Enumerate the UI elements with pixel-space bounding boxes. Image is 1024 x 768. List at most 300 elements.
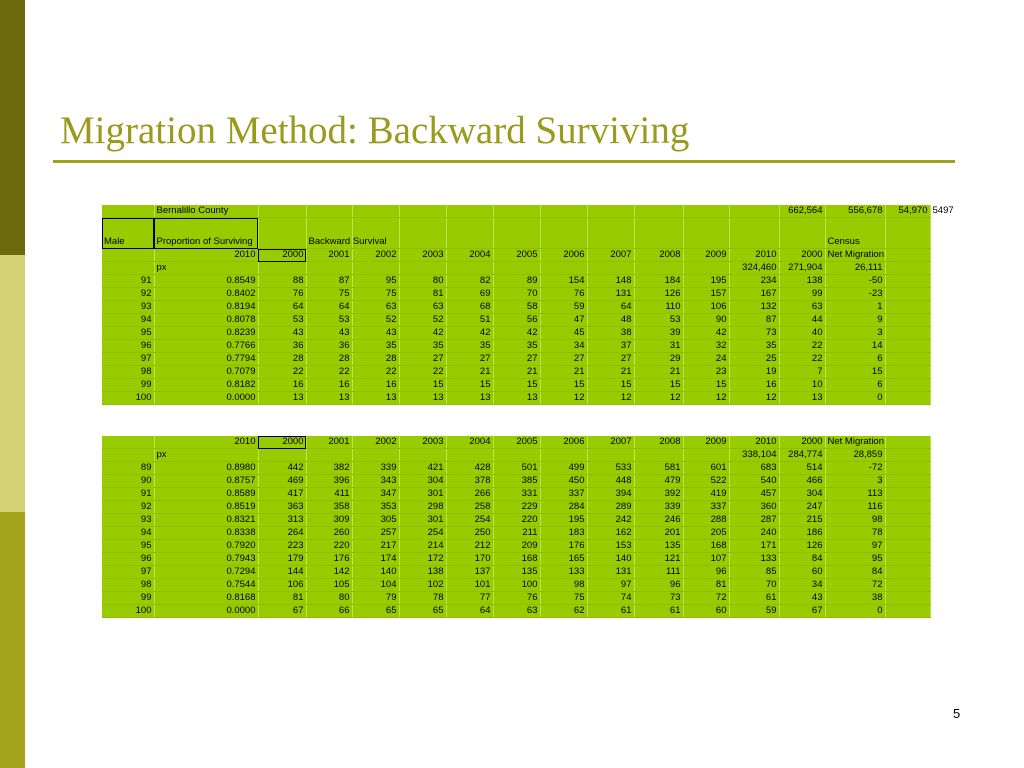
table-cell: 54,970 (885, 205, 930, 218)
table-cell: 105 (306, 579, 352, 592)
table-cell: 167 (729, 288, 779, 301)
table-cell: 21 (587, 366, 634, 379)
table-cell: 22 (779, 340, 825, 353)
table-cell: 421 (399, 462, 446, 475)
table-cell: 84 (779, 553, 825, 566)
table-cell: 15 (634, 379, 683, 392)
table-cell: 76 (258, 288, 306, 301)
table-cell: 2003 (399, 436, 446, 449)
table-cell: 2010 (729, 249, 779, 262)
table-cell: 116 (825, 501, 885, 514)
table-cell: 80 (399, 275, 446, 288)
table-cell: 457 (729, 488, 779, 501)
table-cell: 13 (493, 392, 540, 405)
table-cell: 360 (729, 501, 779, 514)
table-cell: 35 (399, 340, 446, 353)
table-cell: -50 (825, 275, 885, 288)
table-cell: 28,859 (825, 449, 885, 462)
table-cell: 35 (729, 340, 779, 353)
table-cell: 99 (102, 592, 154, 605)
table-cell: 66 (306, 605, 352, 618)
table-cell: 91 (102, 275, 154, 288)
table-row (102, 449, 930, 462)
table-cell: 304 (779, 488, 825, 501)
table-cell: 97 (587, 579, 634, 592)
table-cell: 683 (729, 462, 779, 475)
table-cell: 174 (352, 553, 399, 566)
table-cell: Bernalillo County (154, 205, 258, 218)
table-cell: 35 (493, 340, 540, 353)
table-cell: 87 (729, 314, 779, 327)
table-cell (683, 218, 729, 249)
table-cell: 80 (306, 592, 352, 605)
table-cell: 353 (352, 501, 399, 514)
table-cell: 138 (779, 275, 825, 288)
table-cell: 2002 (352, 436, 399, 449)
table-cell: 97 (102, 353, 154, 366)
table-cell: 19 (729, 366, 779, 379)
table-cell: 28 (306, 353, 352, 366)
table-cell (885, 592, 930, 605)
table-cell: Male (102, 218, 154, 249)
table-cell: 93 (102, 514, 154, 527)
table-cell (587, 449, 634, 462)
table-cell: 0.7079 (154, 366, 258, 379)
table-cell (634, 262, 683, 275)
table-cell: 0.8078 (154, 314, 258, 327)
table-cell: 126 (779, 540, 825, 553)
table-cell: 0.7766 (154, 340, 258, 353)
table-cell: 176 (540, 540, 587, 553)
table-cell (885, 249, 930, 262)
table-cell: 64 (446, 605, 493, 618)
table-cell: 12 (634, 392, 683, 405)
table-cell: 88 (258, 275, 306, 288)
table-cell: 113 (825, 488, 885, 501)
table-cell (306, 205, 352, 218)
table-cell: 95 (102, 540, 154, 553)
table-cell: 540 (729, 475, 779, 488)
table-cell (258, 205, 306, 218)
table-cell: 240 (729, 527, 779, 540)
table-cell: 100 (102, 392, 154, 405)
table-cell: 61 (729, 592, 779, 605)
table-cell: 65 (399, 605, 446, 618)
table-cell: 22 (306, 366, 352, 379)
table-cell: 2007 (587, 249, 634, 262)
table-cell: 499 (540, 462, 587, 475)
table-cell: 170 (446, 553, 493, 566)
table-cell: 92 (102, 501, 154, 514)
table-cell: 91 (102, 488, 154, 501)
table-cell: 254 (446, 514, 493, 527)
table-cell: 201 (634, 527, 683, 540)
table-cell (885, 488, 930, 501)
table-cell: Net Migration (825, 436, 885, 449)
table-cell: 72 (825, 579, 885, 592)
table-cell: 52 (352, 314, 399, 327)
table-cell: 2000 (258, 249, 306, 262)
table-cell: 171 (729, 540, 779, 553)
table-cell (885, 262, 930, 275)
table-cell: 2004 (446, 436, 493, 449)
table-cell: 258 (446, 501, 493, 514)
table-cell: 220 (306, 540, 352, 553)
table-row (102, 592, 930, 605)
table-cell: 229 (493, 501, 540, 514)
table-cell: 13 (399, 392, 446, 405)
table-cell: 29 (634, 353, 683, 366)
table-cell: 2008 (634, 436, 683, 449)
table-cell: 64 (258, 301, 306, 314)
table-cell (102, 262, 154, 275)
table-cell: 104 (352, 579, 399, 592)
table-cell (102, 449, 154, 462)
table-cell: 13 (446, 392, 493, 405)
table-cell: 522 (683, 475, 729, 488)
table-cell: 72 (683, 592, 729, 605)
table-cell: 2010 (154, 249, 258, 262)
table-cell (540, 218, 587, 249)
table-cell (399, 449, 446, 462)
table-cell: 271,904 (779, 262, 825, 275)
table-cell: 67 (258, 605, 306, 618)
table-cell: 32 (683, 340, 729, 353)
table-cell (399, 218, 446, 249)
table-cell (885, 605, 930, 618)
table-cell: 81 (683, 579, 729, 592)
table-cell: 514 (779, 462, 825, 475)
table-cell: 60 (779, 566, 825, 579)
table-cell: 43 (779, 592, 825, 605)
table-cell: 466 (779, 475, 825, 488)
table-cell: 21 (540, 366, 587, 379)
table-cell: 309 (306, 514, 352, 527)
accent-bar-top (0, 0, 25, 255)
table-cell: 6 (825, 379, 885, 392)
table-cell: 2001 (306, 249, 352, 262)
table-cell (446, 205, 493, 218)
table-cell: 98 (540, 579, 587, 592)
table-cell: 0.7544 (154, 579, 258, 592)
table-cell: 43 (352, 327, 399, 340)
table-cell: 0.7294 (154, 566, 258, 579)
table-cell: 385 (493, 475, 540, 488)
table-cell (587, 218, 634, 249)
table-cell: 247 (779, 501, 825, 514)
table-cell: 217 (352, 540, 399, 553)
table-cell: 81 (399, 288, 446, 301)
table-cell: 24 (683, 353, 729, 366)
table-cell: 313 (258, 514, 306, 527)
table-cell (885, 366, 930, 379)
table-cell: 78 (399, 592, 446, 605)
table-cell (540, 449, 587, 462)
page-number: 5 (953, 706, 961, 721)
table-cell: 75 (352, 288, 399, 301)
table-cell: 77 (446, 592, 493, 605)
table-cell: 153 (587, 540, 634, 553)
table-cell: 396 (306, 475, 352, 488)
table-cell: 2007 (587, 436, 634, 449)
table-cell: 22 (352, 366, 399, 379)
table-cell: 0.0000 (154, 392, 258, 405)
table-cell (885, 353, 930, 366)
table-cell: 61 (587, 605, 634, 618)
table-cell: 501 (493, 462, 540, 475)
table-cell: 469 (258, 475, 306, 488)
table-cell: 0.8549 (154, 275, 258, 288)
table-cell: 304 (399, 475, 446, 488)
table-cell: 23 (683, 366, 729, 379)
table-cell: 419 (683, 488, 729, 501)
table-row (102, 314, 930, 327)
table-cell: 2005 (493, 249, 540, 262)
table-cell: 27 (399, 353, 446, 366)
table-cell: 53 (306, 314, 352, 327)
table-cell: 183 (540, 527, 587, 540)
table-row (102, 218, 930, 249)
table-cell: 12 (587, 392, 634, 405)
table-cell: 73 (634, 592, 683, 605)
table-cell: 133 (729, 553, 779, 566)
table-cell: 75 (306, 288, 352, 301)
table-cell: 392 (634, 488, 683, 501)
table-cell (352, 449, 399, 462)
table-row (102, 379, 930, 392)
table-cell: 67 (779, 605, 825, 618)
table-cell: 0.8194 (154, 301, 258, 314)
table-cell: 0.8519 (154, 501, 258, 514)
table-cell: 79 (352, 592, 399, 605)
table-cell (493, 449, 540, 462)
table-cell: 140 (587, 553, 634, 566)
table-cell: 22 (399, 366, 446, 379)
table-cell (634, 205, 683, 218)
accent-bar-bottom (0, 512, 25, 768)
table-cell: 15 (825, 366, 885, 379)
table-row (102, 249, 930, 262)
table-cell: 378 (446, 475, 493, 488)
table-cell: 96 (102, 340, 154, 353)
table-cell: 131 (587, 566, 634, 579)
table-cell: 0.8980 (154, 462, 258, 475)
table-cell (540, 262, 587, 275)
table-cell: 99 (102, 379, 154, 392)
table-cell: 0.8402 (154, 288, 258, 301)
table-cell: 363 (258, 501, 306, 514)
table-row (102, 501, 930, 514)
table-cell: 15 (399, 379, 446, 392)
table-cell: 43 (306, 327, 352, 340)
table-cell: 215 (779, 514, 825, 527)
table-cell: 106 (683, 301, 729, 314)
accent-bar-middle (0, 255, 25, 512)
table-cell: 2000 (779, 436, 825, 449)
table-cell: 287 (729, 514, 779, 527)
table-cell: 212 (446, 540, 493, 553)
table-row (102, 436, 930, 449)
table-cell (493, 205, 540, 218)
table-cell: 21 (446, 366, 493, 379)
table-cell: 1 (825, 301, 885, 314)
table-cell: 3 (825, 327, 885, 340)
table-cell (634, 218, 683, 249)
table-cell: 135 (493, 566, 540, 579)
table-cell: 39 (634, 327, 683, 340)
table-cell: -23 (825, 288, 885, 301)
table-cell: 96 (634, 579, 683, 592)
table-cell: 162 (587, 527, 634, 540)
table-cell (885, 340, 930, 353)
table-cell: 21 (634, 366, 683, 379)
table-cell: 68 (446, 301, 493, 314)
table-cell: 324,460 (729, 262, 779, 275)
title-rule (53, 160, 955, 163)
table-cell: 121 (634, 553, 683, 566)
table-cell: 6 (825, 353, 885, 366)
table-cell (102, 436, 154, 449)
table-cell: 165 (540, 553, 587, 566)
table-cell: 42 (493, 327, 540, 340)
table-cell: 10 (779, 379, 825, 392)
table-cell: 254 (399, 527, 446, 540)
table-cell: 59 (540, 301, 587, 314)
table-cell: 2006 (540, 249, 587, 262)
table-cell: 111 (634, 566, 683, 579)
table-cell: 195 (540, 514, 587, 527)
table-row (102, 262, 930, 275)
table-cell (306, 262, 352, 275)
table-cell: 101 (446, 579, 493, 592)
table-cell: 195 (683, 275, 729, 288)
table-cell: 343 (352, 475, 399, 488)
table-cell (102, 205, 154, 218)
table-cell (885, 501, 930, 514)
table-cell (885, 566, 930, 579)
table-cell: 533 (587, 462, 634, 475)
table-cell: 186 (779, 527, 825, 540)
table-cell: 2009 (683, 436, 729, 449)
table-cell: 26,111 (825, 262, 885, 275)
table-cell: 110 (634, 301, 683, 314)
table-cell: Census (825, 218, 885, 249)
table-cell: 301 (399, 488, 446, 501)
table-cell: 15 (540, 379, 587, 392)
table-cell: 339 (634, 501, 683, 514)
table-cell: 42 (683, 327, 729, 340)
table-cell: 301 (399, 514, 446, 527)
table-cell: 0.8321 (154, 514, 258, 527)
male-survival-table-1 (102, 205, 954, 405)
table-cell: 428 (446, 462, 493, 475)
table-cell: 56 (493, 314, 540, 327)
table-cell (885, 301, 930, 314)
table-cell: 45 (540, 327, 587, 340)
table-cell: 27 (540, 353, 587, 366)
table-cell: 90 (683, 314, 729, 327)
table-cell: 184 (634, 275, 683, 288)
table-cell: 264 (258, 527, 306, 540)
table-cell (885, 314, 930, 327)
table-cell: px (154, 262, 258, 275)
table-row (102, 475, 930, 488)
table-cell: 28 (352, 353, 399, 366)
table-cell: 289 (587, 501, 634, 514)
table-cell: 2010 (154, 436, 258, 449)
table-cell: 43 (258, 327, 306, 340)
table-cell: 34 (540, 340, 587, 353)
table-cell: 0.7794 (154, 353, 258, 366)
table-cell (446, 449, 493, 462)
table-row (102, 488, 930, 501)
table-cell (885, 392, 930, 405)
table-cell (885, 275, 930, 288)
table-cell: 38 (825, 592, 885, 605)
table-cell: 60 (683, 605, 729, 618)
table-cell: Backward Survival (306, 218, 352, 249)
table-cell (885, 462, 930, 475)
table-cell: 126 (634, 288, 683, 301)
table-cell: 100 (493, 579, 540, 592)
table-cell: 211 (493, 527, 540, 540)
table-cell (885, 553, 930, 566)
table-cell: 37 (587, 340, 634, 353)
table-cell: 209 (493, 540, 540, 553)
table-cell: 36 (306, 340, 352, 353)
table-cell: 95 (352, 275, 399, 288)
table-cell (258, 218, 306, 249)
table-cell: 0.8338 (154, 527, 258, 540)
table-cell: 70 (493, 288, 540, 301)
table-cell: 13 (779, 392, 825, 405)
table-cell: 93 (102, 301, 154, 314)
table-cell: 76 (493, 592, 540, 605)
table-cell (493, 262, 540, 275)
table-cell: 142 (306, 566, 352, 579)
table-cell (634, 449, 683, 462)
table-cell: 284,774 (779, 449, 825, 462)
table-cell: 15 (446, 379, 493, 392)
table-cell: 75 (540, 592, 587, 605)
table-cell: Net Migration (825, 249, 885, 262)
table-cell: 15 (587, 379, 634, 392)
table-cell: 61 (634, 605, 683, 618)
table-cell: 305 (352, 514, 399, 527)
table-cell: 40 (779, 327, 825, 340)
table-cell: 0.8239 (154, 327, 258, 340)
table-row (102, 353, 930, 366)
table-cell: 16 (729, 379, 779, 392)
table-row (102, 579, 930, 592)
table-cell (352, 262, 399, 275)
table-cell (729, 205, 779, 218)
table-cell: 44 (779, 314, 825, 327)
table-cell: 16 (258, 379, 306, 392)
table-cell: 27 (587, 353, 634, 366)
table-cell: 63 (493, 605, 540, 618)
table-cell: 442 (258, 462, 306, 475)
table-cell: 94 (102, 314, 154, 327)
table-cell (729, 218, 779, 249)
table-cell: 168 (493, 553, 540, 566)
table-cell: 242 (587, 514, 634, 527)
table-row (102, 366, 930, 379)
table-cell: 89 (493, 275, 540, 288)
table-cell: 90 (102, 475, 154, 488)
table-cell: 21 (493, 366, 540, 379)
male-survival-table-2 (102, 436, 931, 618)
